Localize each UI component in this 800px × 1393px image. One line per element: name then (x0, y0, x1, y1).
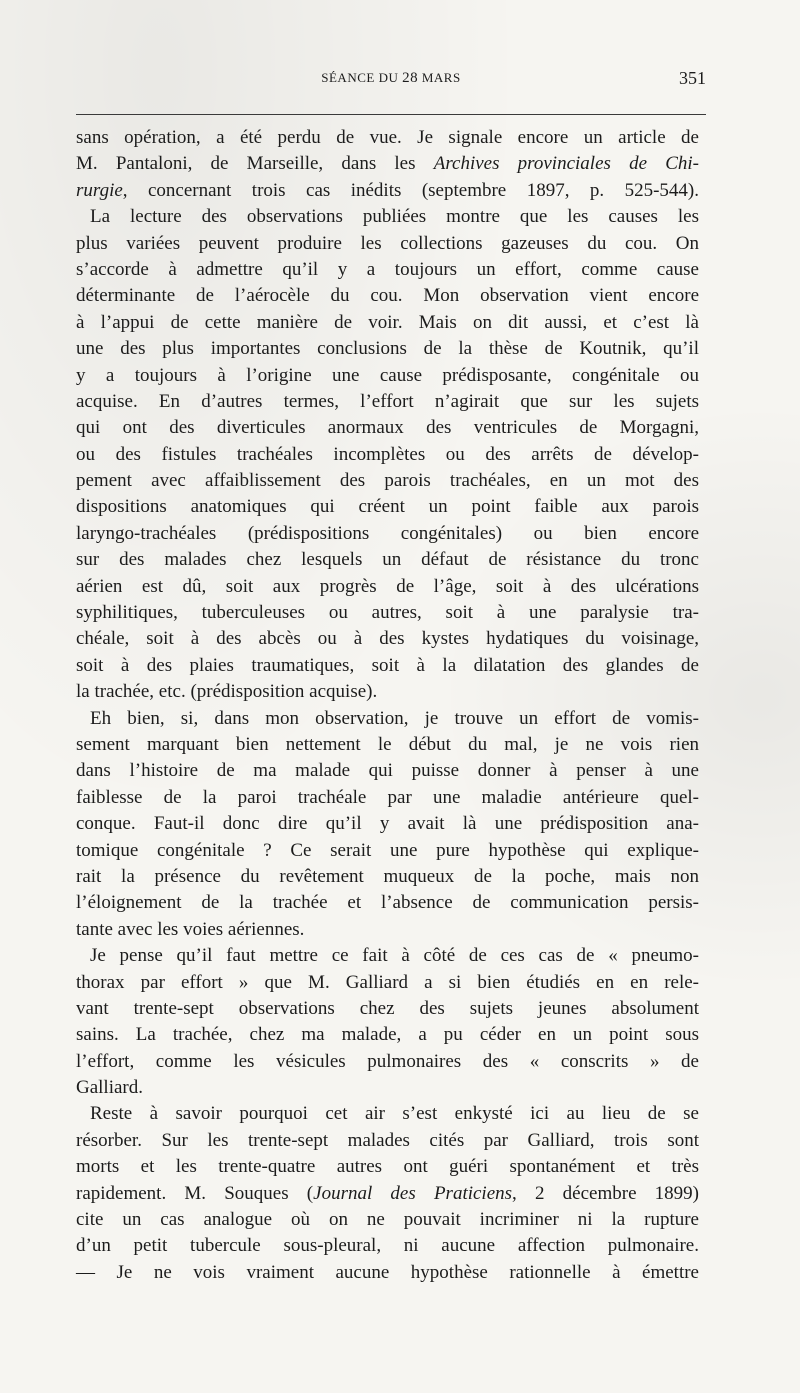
text-span: , 2 décembre 1899) (512, 1182, 700, 1204)
text-line (76, 943, 699, 969)
page-header (76, 68, 706, 92)
text-span: tante avec les voies aériennes. (76, 918, 305, 940)
text-span: s’accorde à admettre qu’il y a toujours un effort, comme cause (76, 258, 699, 280)
header-rule (76, 114, 706, 115)
text-line (76, 204, 699, 230)
text-line (76, 363, 699, 389)
text-line (76, 336, 699, 362)
text-line (76, 626, 699, 652)
text-span: dans l’histoire de ma malade qui puisse donner à penser à une (76, 760, 699, 782)
italic-title: rurgie (76, 179, 123, 201)
text-line (76, 547, 699, 573)
text-line (76, 521, 699, 547)
text-span: vant trente-sept observations chez des sujets jeunes absolument (76, 997, 699, 1019)
page-number: 351 (679, 68, 706, 88)
text-line (76, 970, 699, 996)
text-line (76, 494, 699, 520)
text-span: Eh bien, si, dans mon observation, je trouve un effort de vomis- (90, 707, 699, 729)
text-span: sans opération, a été perdu de vue. Je signale encore un article de (76, 127, 699, 148)
text-line (76, 706, 699, 732)
running-head (76, 70, 706, 87)
text-line (76, 415, 699, 441)
text-span: sains. La trachée, chez ma malade, a pu céder en un point sous (76, 1024, 699, 1046)
italic-title: Archives provinciales de Chi- (433, 153, 700, 175)
text-span: à l’appui de cette manière de voir. Mais on dit aussi, et c’est là (76, 311, 699, 333)
text-line (76, 1022, 699, 1048)
text-span: rapidement. M. Souques ( (76, 1182, 314, 1204)
text-line (76, 178, 699, 204)
text-span: Je pense qu’il faut mettre ce fait à côté de ces cas de « pneumo- (90, 945, 699, 967)
italic-title: Journal des Praticiens (313, 1182, 513, 1204)
text-span: une des plus importantes conclusions de la thèse de Koutnik, qu’il (76, 338, 699, 360)
text-span: pement avec affaiblissement des parois trachéales, en un mot des (76, 470, 699, 492)
text-span: rait la présence du revêtement muqueux de la poche, mais non (76, 865, 699, 887)
text-line (76, 1154, 699, 1180)
text-line (76, 785, 699, 811)
text-line (76, 679, 699, 705)
text-line (76, 864, 699, 890)
text-line (76, 468, 699, 494)
text-line (76, 283, 699, 309)
text-span: l’éloignement de la trachée et l’absence de communication persis- (76, 892, 699, 914)
text-span: , concernant trois cas inédits (septembre 1897, p. 525-544). (122, 179, 699, 201)
text-line (76, 1260, 699, 1286)
text-line (76, 1128, 699, 1154)
text-line (76, 653, 699, 679)
running-head-number: 28 (402, 70, 419, 86)
text-span: déterminante de l’aérocèle du cou. Mon observation vient encore (76, 285, 699, 307)
text-span: chéale, soit à des abcès ou à des kystes hydatiques du voisinage, (76, 628, 699, 650)
text-span: l’effort, comme les vésicules pulmonaires des « conscrits » de (76, 1050, 699, 1072)
text-line (76, 838, 699, 864)
text-line (76, 758, 699, 784)
text-span: soit à des plaies traumatiques, soit à la dilatation des glandes de (76, 654, 699, 676)
text-span: d’un petit tubercule sous-pleural, ni aucune affection pulmonaire. (76, 1235, 699, 1257)
text-span: thorax par effort » que M. Galliard a si bien étudiés en en rele- (76, 971, 699, 993)
running-head-prefix: SÉANCE DU (321, 70, 403, 85)
text-line (76, 1233, 699, 1259)
text-line (76, 1207, 699, 1233)
text-span: acquise. En d’autres termes, l’effort n’agirait que sur les sujets (76, 390, 699, 412)
text-span: plus variées peuvent produire les collections gazeuses du cou. On (76, 232, 699, 254)
text-line (76, 389, 699, 415)
text-span: M. Pantaloni, de Marseille, dans les (76, 153, 434, 175)
text-line (76, 600, 699, 626)
text-span: aérien est dû, soit aux progrès de l’âge, soit à des ulcérations (76, 575, 699, 597)
text-line (76, 442, 699, 468)
text-span: conque. Faut-il donc dire qu’il y avait là une prédisposition ana- (76, 813, 699, 835)
text-line (76, 310, 699, 336)
text-span: laryngo-trachéales (prédispositions congénitales) ou bien encore (76, 522, 699, 544)
text-line (76, 151, 699, 177)
text-line (76, 1181, 699, 1207)
text-line (76, 917, 699, 943)
text-span: y a toujours à l’origine une cause prédisposante, congénitale ou (76, 364, 699, 386)
text-span: morts et les trente-quatre autres ont guéri spontanément et très (76, 1156, 699, 1178)
text-span: ou des fistules trachéales incomplètes ou des arrêts de dévelop- (76, 443, 699, 465)
text-line (76, 231, 699, 257)
text-span: Reste à savoir pourquoi cet air s’est enkysté ici au lieu de se (90, 1103, 699, 1125)
text-span: cite un cas analogue où on ne pouvait incriminer ni la rupture (76, 1209, 699, 1231)
text-span: — Je ne vois vraiment aucune hypothèse rationnelle à émettre (76, 1261, 699, 1283)
text-line (76, 811, 699, 837)
text-span: sement marquant bien nettement le début du mal, je ne vois rien (76, 733, 699, 755)
text-line (76, 1101, 699, 1127)
text-line (76, 257, 699, 283)
text-line (76, 996, 699, 1022)
text-span: La lecture des observations publiées montre que les causes les (90, 206, 699, 228)
text-span: faiblesse de la paroi trachéale par une maladie antérieure quel- (76, 786, 699, 808)
text-line (76, 1049, 699, 1075)
text-span: syphilitiques, tuberculeuses ou autres, soit à une paralysie tra- (76, 602, 699, 624)
text-span: qui ont des diverticules anormaux des ventricules de Morgagni, (76, 417, 699, 439)
text-span: résorber. Sur les trente-sept malades cités par Galliard, trois sont (76, 1129, 699, 1151)
text-span: tomique congénitale ? Ce serait une pure hypothèse qui explique- (76, 839, 699, 861)
text-line (76, 1075, 699, 1101)
text-span: Galliard. (76, 1077, 144, 1099)
text-line (76, 732, 699, 758)
text-span: la trachée, etc. (prédisposition acquise). (76, 681, 378, 703)
body-text (76, 125, 699, 1286)
text-span: dispositions anatomiques qui créent un point faible aux parois (76, 496, 699, 518)
running-head-suffix: MARS (418, 70, 461, 85)
text-line (76, 574, 699, 600)
text-line (76, 890, 699, 916)
text-span: sur des malades chez lesquels un défaut de résistance du tronc (76, 549, 699, 571)
text-line (76, 125, 699, 151)
